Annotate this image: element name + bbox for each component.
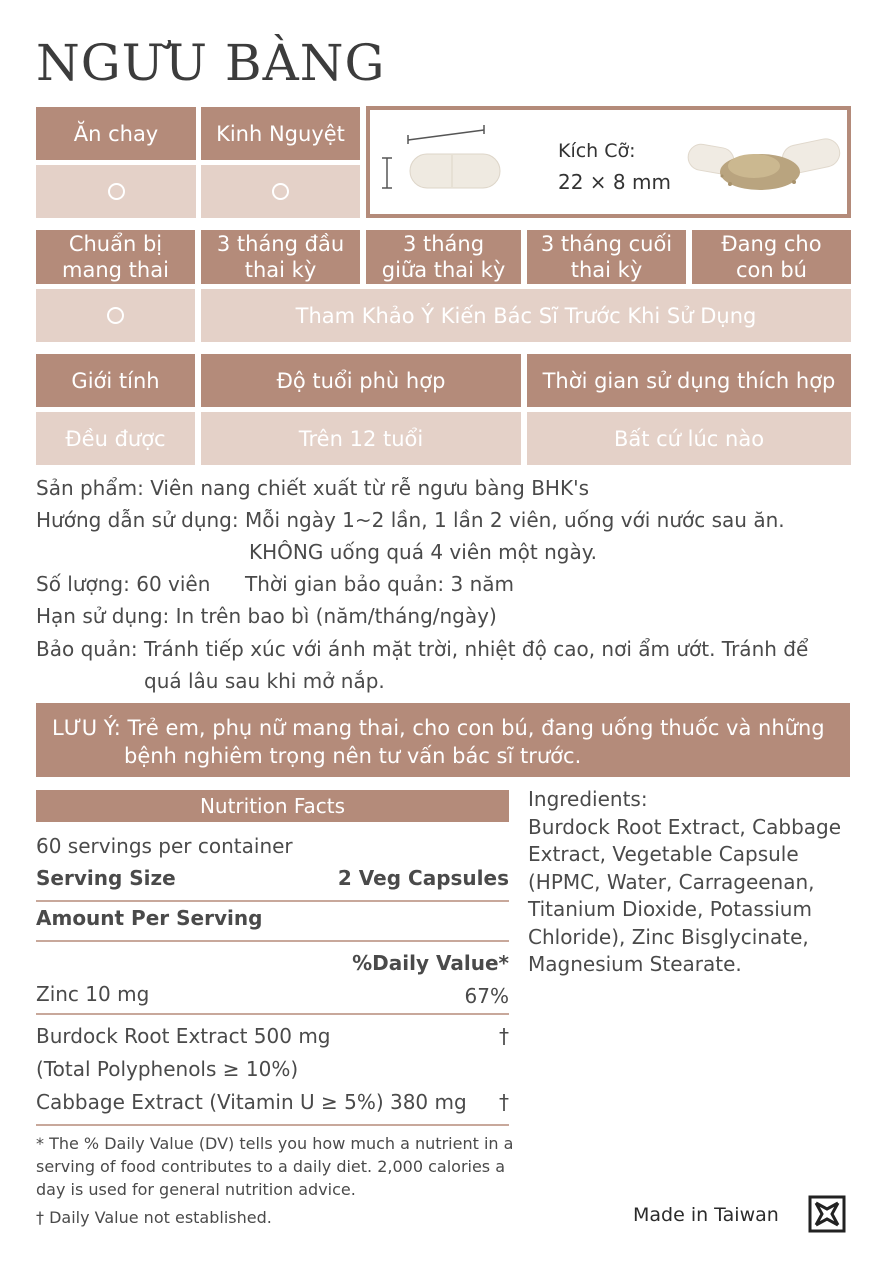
ingredients-text: Burdock Root Extract, Cabbage Extract, Vegetable Capsule (HPMC, Water, Carrageenan, Titanium Dioxide, Potassium Chloride), Zinc Bisglycinate, Magnesium Stearate. (528, 814, 842, 976)
breastfeeding-header: Đang cho con bú (692, 230, 851, 284)
preparing-pregnancy-header: Chuẩn bị mang thai (36, 230, 195, 284)
cabbage-daily-value: † (499, 1090, 509, 1114)
size-value: 22 × 8 mm (558, 170, 671, 194)
third-trimester-header: 3 tháng cuối thai kỳ (527, 230, 686, 284)
warning-box (36, 703, 850, 777)
storage-line-2: quá lâu sau khi mở nắp. (144, 669, 385, 693)
consult-doctor-note: Tham Khảo Ý Kiến Bác Sĩ Trước Khi Sử Dụng (201, 289, 851, 342)
ingredients-block (528, 786, 858, 979)
menstruation-value (201, 165, 360, 218)
size-label: Kích Cỡ: (558, 140, 636, 162)
warning-line-1: LƯU Ý: Trẻ em, phụ nữ mang thai, cho con bú, đang uống thuốc và những (52, 716, 825, 740)
menstruation-header: Kinh Nguyệt (201, 107, 360, 160)
polyphenols-label: (Total Polyphenols ≥ 10%) (36, 1057, 299, 1081)
recycle-icon (808, 1195, 846, 1233)
age-value: Trên 12 tuổi (201, 412, 521, 465)
divider (36, 1013, 509, 1015)
powder-icon (682, 124, 842, 204)
usage-time-header: Thời gian sử dụng thích hợp (527, 354, 851, 407)
circle-icon (108, 183, 125, 200)
amount-per-serving: Amount Per Serving (36, 906, 263, 930)
shelf-life-line: Thời gian bảo quản: 3 năm (245, 572, 515, 596)
circle-icon (107, 307, 124, 324)
cabbage-label: Cabbage Extract (Vitamin U ≥ 5%) 380 mg (36, 1090, 467, 1114)
divider (36, 1124, 509, 1126)
quantity-line: Số lượng: 60 viên (36, 572, 211, 596)
circle-icon (272, 183, 289, 200)
gender-value: Đều được (36, 412, 195, 465)
nutrition-facts-header: Nutrition Facts (36, 790, 509, 822)
capsule-size-box (366, 106, 851, 218)
divider (36, 940, 509, 942)
age-header: Độ tuổi phù hợp (201, 354, 521, 407)
storage-line: Bảo quản: Tránh tiếp xúc với ánh mặt trời, nhiệt độ cao, nơi ẩm ướt. Tránh để (36, 637, 809, 661)
divider (36, 900, 509, 902)
vegetarian-value (36, 165, 196, 218)
gender-header: Giới tính (36, 354, 195, 407)
product-title: NGƯU BÀNG (36, 34, 386, 92)
not-established-footnote: † Daily Value not established. (36, 1208, 272, 1227)
daily-value-footnote: * The % Daily Value (DV) tells you how much a nutrient in a serving of food contributes to a daily diet. 2,000 calories a day is used for general nutrition advice. (36, 1134, 514, 1199)
ingredients-label: Ingredients: (528, 787, 648, 811)
serving-size-value: 2 Veg Capsules (337, 866, 509, 890)
made-in-label: Made in Taiwan (633, 1204, 779, 1226)
vegetarian-header: Ăn chay (36, 107, 196, 160)
serving-size-label: Serving Size (36, 866, 176, 890)
second-trimester-header: 3 tháng giữa thai kỳ (366, 230, 521, 284)
zinc-daily-value: 67% (464, 984, 509, 1008)
burdock-daily-value: † (499, 1024, 509, 1048)
product-line: Sản phẩm: Viên nang chiết xuất từ rễ ngưu bàng BHK's (36, 476, 589, 500)
expiry-line: Hạn sử dụng: In trên bao bì (năm/tháng/ngày) (36, 604, 497, 628)
zinc-label: Zinc 10 mg (36, 982, 150, 1006)
directions-line-2: KHÔNG uống quá 4 viên một ngày. (249, 540, 598, 564)
directions-line: Hướng dẫn sử dụng: Mỗi ngày 1~2 lần, 1 lần 2 viên, uống với nước sau ăn. (36, 508, 785, 532)
burdock-label: Burdock Root Extract 500 mg (36, 1024, 331, 1048)
first-trimester-header: 3 tháng đầu thai kỳ (201, 230, 360, 284)
preparing-pregnancy-value (36, 289, 195, 342)
servings-per-container: 60 servings per container (36, 834, 293, 858)
warning-line-2: bệnh nghiêm trọng nên tư vấn bác sĩ trước. (124, 744, 582, 768)
daily-value-label: %Daily Value* (352, 951, 509, 975)
usage-time-value: Bất cứ lúc nào (527, 412, 851, 465)
